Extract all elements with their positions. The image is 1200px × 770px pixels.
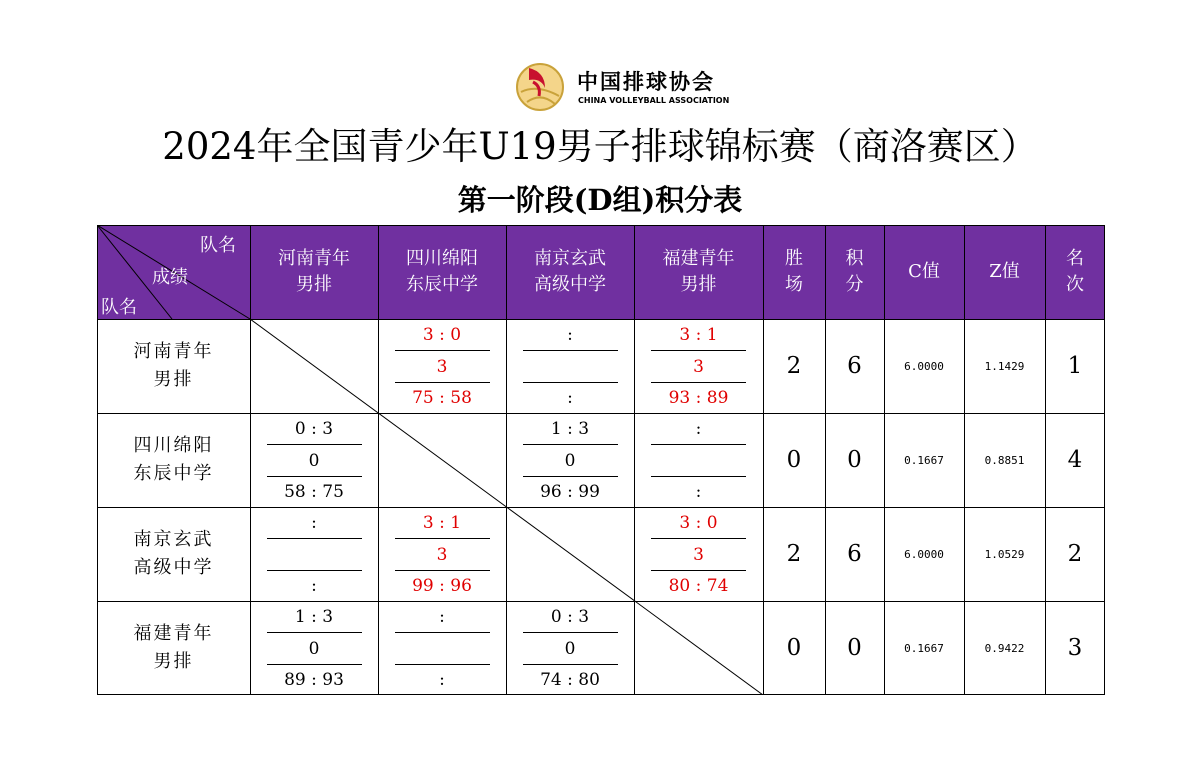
row-z-value: 0.8851 xyxy=(984,453,1025,467)
cell-divider xyxy=(523,444,618,445)
match-points: 3 xyxy=(436,545,448,565)
cell-divider xyxy=(651,382,746,383)
row-team-name: 南京玄武 高级中学 xyxy=(133,529,214,578)
volleyball-emblem-icon xyxy=(515,62,565,112)
logo-name-cn: 中国排球协会 xyxy=(577,70,715,94)
match-points: 3 xyxy=(693,357,704,377)
corner-label-result: 成绩 xyxy=(152,267,188,288)
col-header-team: 南京玄武 高级中学 xyxy=(534,248,606,295)
row-rank: 1 xyxy=(1067,353,1083,379)
standings-table xyxy=(97,225,1105,695)
match-score: : xyxy=(439,670,445,690)
row-team-name: 福建青年 男排 xyxy=(133,623,214,672)
cell-divider xyxy=(523,382,618,383)
corner-label-team-top: 队名 xyxy=(200,235,236,256)
cell-divider xyxy=(395,570,490,571)
row-c-value: 6.0000 xyxy=(904,359,944,373)
col-header-stat: C值 xyxy=(908,261,940,282)
row-z-value: 0.9422 xyxy=(984,641,1025,655)
match-result-cell xyxy=(634,507,763,601)
match-score: 99 : 96 xyxy=(412,576,472,596)
row-wins: 0 xyxy=(786,635,802,661)
cell-divider xyxy=(395,382,490,383)
col-header-team: 河南青年 男排 xyxy=(278,248,350,295)
cell-divider xyxy=(395,350,490,351)
row-team-name: 四川绵阳 东辰中学 xyxy=(133,435,214,484)
match-score: : xyxy=(695,482,702,502)
match-sets: 0 : 3 xyxy=(550,607,590,627)
match-points: 3 xyxy=(436,357,448,377)
match-sets: 0 : 3 xyxy=(294,419,334,439)
page-title: 2024年全国青少年U19男子排球锦标赛（商洛赛区） xyxy=(162,125,1038,168)
col-header-stat: 名 次 xyxy=(1066,248,1084,295)
match-sets: 1 : 3 xyxy=(550,419,590,439)
cell-divider xyxy=(267,476,362,477)
cell-divider xyxy=(267,538,362,539)
row-c-value: 0.1667 xyxy=(904,453,944,467)
cell-divider xyxy=(651,476,746,477)
corner-label-team-left: 队名 xyxy=(101,297,137,318)
match-score: 58 : 75 xyxy=(284,482,344,502)
match-result-cell xyxy=(634,413,763,507)
match-sets: 3 : 0 xyxy=(679,513,718,533)
row-c-value: 6.0000 xyxy=(904,547,944,561)
match-score: 89 : 93 xyxy=(284,670,344,690)
match-result-cell xyxy=(250,413,378,507)
cell-divider xyxy=(395,632,490,633)
row-rank: 4 xyxy=(1067,447,1083,473)
match-sets: 1 : 3 xyxy=(294,607,334,627)
col-header-stat: Z值 xyxy=(989,261,1020,282)
match-result-cell xyxy=(506,601,634,695)
match-points: 3 xyxy=(693,545,704,565)
col-header-stat: 积 分 xyxy=(845,248,864,295)
match-result-cell xyxy=(378,319,506,413)
row-c-value: 0.1667 xyxy=(904,641,944,655)
row-points-total: 6 xyxy=(847,541,862,567)
match-result-cell xyxy=(506,413,634,507)
cell-divider xyxy=(395,538,490,539)
page-subtitle: 第一阶段(D组)积分表 xyxy=(457,183,743,217)
cell-divider xyxy=(267,632,362,633)
cell-divider xyxy=(651,570,746,571)
match-points: 0 xyxy=(308,639,320,659)
row-rank: 3 xyxy=(1067,635,1083,661)
cell-divider xyxy=(523,664,618,665)
cell-divider xyxy=(395,664,490,665)
row-points-total: 6 xyxy=(847,353,862,379)
match-result-cell xyxy=(506,319,634,413)
match-score: 96 : 99 xyxy=(540,482,600,502)
cell-divider xyxy=(651,444,746,445)
cell-divider xyxy=(523,350,618,351)
cell-divider xyxy=(523,632,618,633)
col-header-stat: 胜 场 xyxy=(785,248,803,295)
match-sets: : xyxy=(695,419,702,439)
match-result-cell xyxy=(250,601,378,695)
cell-divider xyxy=(651,538,746,539)
row-points-total: 0 xyxy=(847,635,862,661)
match-score: 80 : 74 xyxy=(668,576,729,596)
match-points: 0 xyxy=(564,451,576,471)
cell-divider xyxy=(267,664,362,665)
match-sets: : xyxy=(311,513,317,533)
match-result-cell xyxy=(634,319,763,413)
row-wins: 0 xyxy=(786,447,802,473)
match-score: 75 : 58 xyxy=(412,388,472,408)
row-z-value: 1.0529 xyxy=(984,547,1025,561)
col-header-team: 四川绵阳 东辰中学 xyxy=(406,248,478,295)
match-result-cell xyxy=(250,507,378,601)
row-z-value: 1.1429 xyxy=(984,359,1025,373)
match-score: 93 : 89 xyxy=(668,388,729,408)
match-sets: 3 : 0 xyxy=(422,325,462,345)
row-wins: 2 xyxy=(786,353,802,379)
logo-name-en: CHINA VOLLEYBALL ASSOCIATION xyxy=(578,96,730,105)
match-score: 74 : 80 xyxy=(540,670,600,690)
row-team-name: 河南青年 男排 xyxy=(133,341,214,390)
row-wins: 2 xyxy=(786,541,802,567)
match-sets: : xyxy=(439,607,445,627)
match-points: 0 xyxy=(564,639,576,659)
match-result-cell xyxy=(378,507,506,601)
col-header-team: 福建青年 男排 xyxy=(662,248,735,295)
match-result-cell xyxy=(378,601,506,695)
cell-divider xyxy=(523,476,618,477)
cell-divider xyxy=(267,570,362,571)
row-points-total: 0 xyxy=(847,447,862,473)
cva-logo xyxy=(515,62,730,112)
match-points: 0 xyxy=(308,451,320,471)
match-score: : xyxy=(311,576,317,596)
match-sets: 3 : 1 xyxy=(679,325,718,345)
match-sets: : xyxy=(567,325,573,345)
cell-divider xyxy=(651,350,746,351)
match-score: : xyxy=(567,388,573,408)
cell-divider xyxy=(267,444,362,445)
row-rank: 2 xyxy=(1067,541,1083,567)
match-sets: 3 : 1 xyxy=(422,513,462,533)
